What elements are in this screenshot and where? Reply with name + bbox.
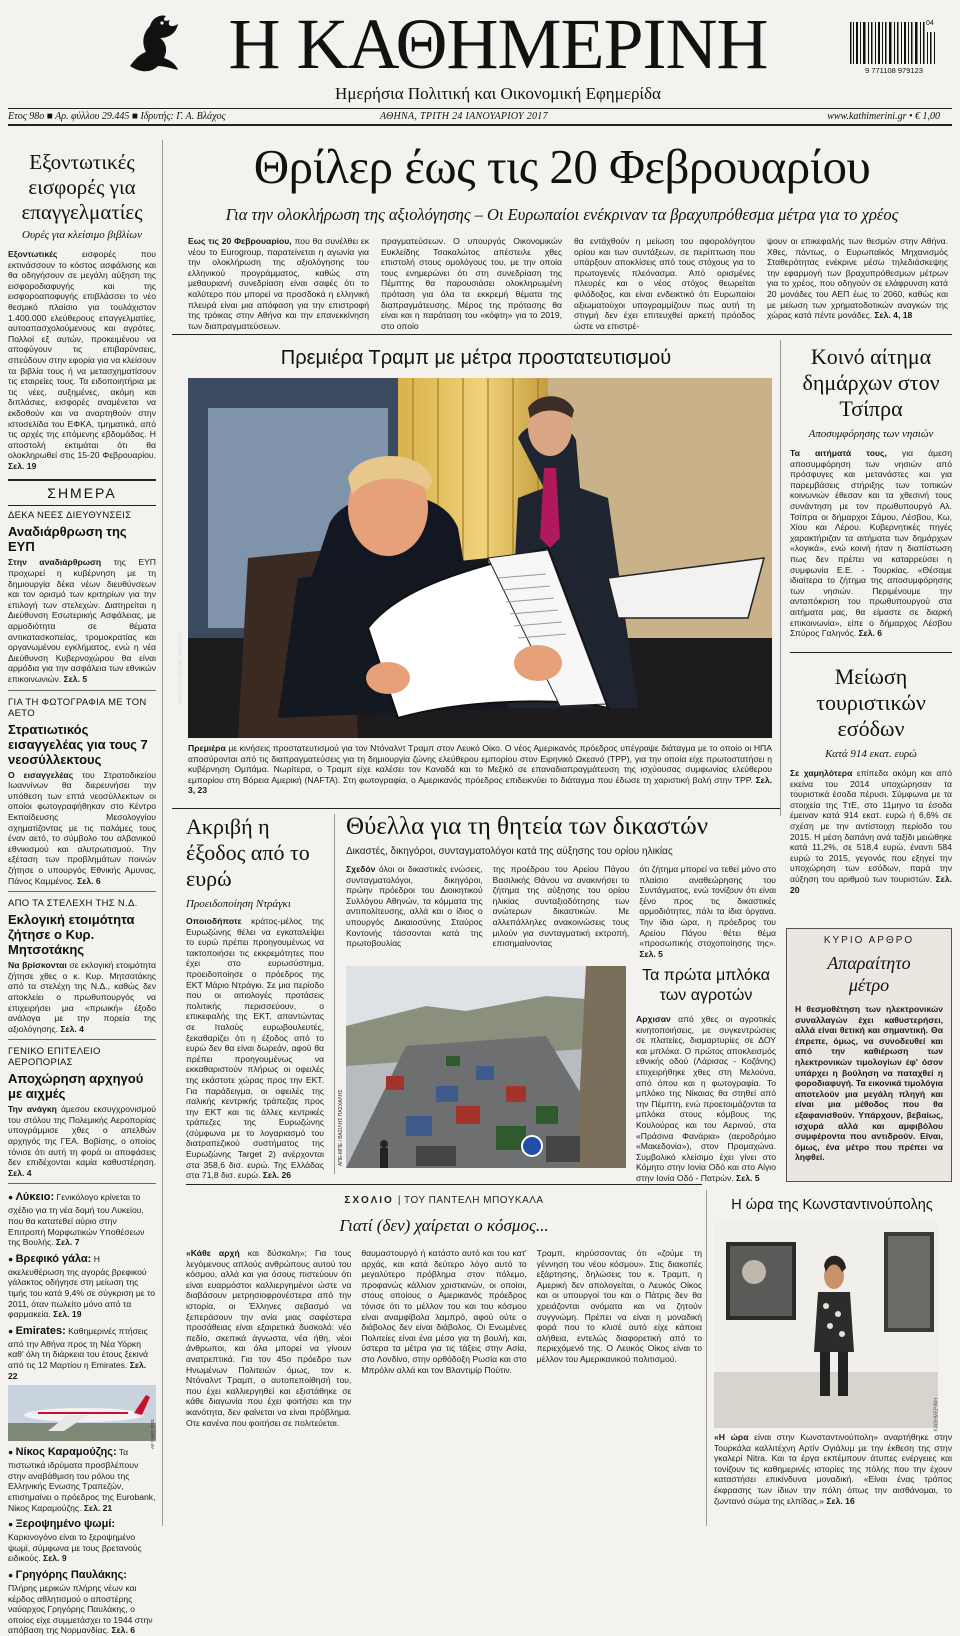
column-col-2: θαυμαστουργό ή κατάστο αυτό και του κατ' αρχάς, και κατά δεύτερο λόγο αυτό το μεγαλύτερο πρόβλημα στον πόλεμο, προφανώς κάλλιον χριστιανών, οι οποίοι, στους οποίους ο Αμερικανός πρόεδρος τόνισε ότι το μέλλον του και του κόσμου είναι αναμφίβολα λαμπρό, αφού ούτε ο διάβολος δεν είναι διάβολος. Οι Ενωμένες Πολιτείες είναι ένα μέσο για τη βουλή, και, ύστερα τα μέτρα για τις τάξεις στην Ασία, στο Λονδίνο, στην ορθόδοξη Ρωσία και στο Μπρόλιν αλλά και τον Βλαντιμίρ Πούτιν.: [361, 1248, 527, 1375]
trump-photo: [178, 378, 772, 738]
price-label: € 1,00: [915, 111, 940, 122]
bullet-icon: ●: [8, 1519, 16, 1530]
issue-info: Ετος 98ο ■ Αρ. φύλλου 29.445 ■ Ιδρυτής: Γ. Α. Βλάχος: [8, 111, 226, 122]
simera-item-headline[interactable]: Αποχώρηση αρχηγού με αιχμές: [8, 1071, 144, 1102]
simera-item: [8, 510, 156, 690]
left-column: [8, 130, 157, 1636]
judges-subhead: Δικαστές, δικηγόροι, συνταγματολόγοι κατά της αύξησης του ορίου ηλικίας: [346, 846, 673, 857]
editorial-body: Η θεσμοθέτηση των ηλεκτρονικών συναλλαγών έχει καθυστερήσει, αλλά είναι θετική και σημαντική. Θα έπρεπε, όμως, να συνοδευθεί και από την καθιέρωση των ηλεκτρονικών τιμολογίων έφ' όσον υπάρχει η βούληση να παταχθεί η φοροδιαφυγή. Τα εικονικά τιμολόγια αποτελούν μια μεγάλη πληγή και είναι μια μέθοδος που θα εξαφανισθούν. Υπάρχουν, βεβαίως, ισχυρά αλλά και αμφιβόλου συμφέροντα που αντιδρούν. Είναι, όμως, ένα μέτρο που πρέπει να ληφθεί.: [795, 1004, 943, 1163]
tourism-story: [790, 664, 952, 895]
tourism-body: Σε χαμηλότερα επίπεδα ακόμη και από εκείνα του 2014 υποχώρησαν τα τουριστικά έσοδα πέρυσι. Σύμφωνα με τα στοιχεία της ΤτΕ, στο 11μηνο τα έσοδα έμειναν κατά 914 εκατ. ευρώ ή 6,6% σε σχέση με την αντίστοιχη περίοδο του 2015. Η μέση δαπάνη ανά ταξίδι μειώθηκε κατά 11,2%, σε 518,4 ευρώ, έναντι 584 ευρώ το 2015, γεγονός που εξηγεί την υποχώρηση των εσόδων, παρά την αύξηση του αριθμού των τουριστών. Σελ. 20: [790, 768, 952, 895]
simera-item-body: Στην αναδιάρθρωση της ΕΥΠ προχωρεί η κυβέρνηση με τη δημιουργία δέκα νέων διευθύνσεων και τον ορισμό των κριτηρίων για την επιλογή των στελεχών. Διατηρείται η Διεύθυνση Εσωτερικής Ασφάλειας, με αρμοδιότητα σε θέματα αντικατασκοπείας, τρομοκρατίας και οργανωμένου εγκλήματος, ενώ η νέα Διεύθυνση Κυβερνοχώρου θα είναι αρμόδια για την ασφάλεια των εθνικών επικοινωνιών. Σελ. 5: [8, 557, 157, 684]
constantinople-photo-credit: ΚΑΘΗΜΕΡΙΝΗ: [934, 1398, 940, 1432]
trump-headline[interactable]: Πρεμιέρα Τραμπ με μέτρα προστατευτισμού: [280, 347, 672, 369]
left-story-body: Εξοντωτικές εισφορές που εκτινάσσουν το κόστος ασφάλισης και θα οδηγήσουν σε μεγάλη αύξηση της εισφοροδιαφυγής και της εισφοροαποφυγής επιβλάσσει το νέο θεσμικό πλαίσιο για τουλάχιστον 1.400.000 ελεύθερους επαγγελματίες, αυτοαπασχολούμενους και αγρότες. Πολλοί εξ αυτών, προκειμένου να αποφύγουν τις επιβαρύνσεις, σπεύδουν στην εφορία για να κλείσουν τα βιβλία τους ή να μετασχηματίσουν τις εταιρείες τους. Τα ειδοποιητήρια με τις νέες, αυξημένες, ακόμη και διπλάσιες, εισφορές αναμένεται να εκδοθούν και να αναρτηθούν στην ιστοσελίδα του ΕΦΚΑ, τμηματικά, από τις αρχές της επόμενης εβδομάδας. Η αποστολή εκτιμάται ότι θα ολοκληρωθεί στις 15-20 Φεβρουαρίου. Σελ. 19: [8, 249, 156, 471]
simera-item-kicker: ΓΙΑ ΤΗ ΦΩΤΟΓΡΑΦΙΑ ΜΕ ΤΟΝ ΑΕΤΟ: [8, 696, 147, 719]
simera-bullet: ● Ξεροψημένο ψωμί: Καρκινογόνο είναι το ξεροψημένο ψωμί, σύμφωνα με τους βρετανούς ειδικούς. Σελ. 9: [8, 1518, 142, 1564]
column-title[interactable]: Γιατί (δεν) χαίρεται ο κόσμος...: [339, 1216, 549, 1235]
simera-item: [8, 898, 156, 1040]
mayors-story: [790, 344, 952, 639]
editorial-title[interactable]: Απαραίτητο μέτρο: [827, 953, 911, 995]
issue-number: Αρ. φύλλου 29.445: [55, 111, 130, 122]
left-story-subhead: Ουρές για κλείσιμο βιβλίων: [22, 229, 142, 241]
simera-bullet: ● Λύκειο: Γενικόλογο κρίνεται το σχέδιο για τη νέα δομή του Λυκείου, που θα κατατεθεί αύριο στην Επιτροπή Μορφωτικών Υποθέσεων της Βουλής. Σελ. 7: [8, 1191, 145, 1248]
lead-col-1: Εως τις 20 Φεβρουαρίου, που θα συνέλθει εκ νέου το Eurogroup, παρατείνεται η αγωνία για την ολοκλήρωση της αξιολόγησης του ελληνικού προγράμματος, καθώς στη μεθαυριανή συνεδρίαση είναι σαφές ότι το καλύτερο που μπορεί να προσδοκά η ελληνική πλευρά είναι μια απόφαση για την επιστροφή της τρόικας στην Αθήνα και την επανεκκίνηση των διαπραγματεύσεων.: [188, 236, 369, 331]
editorial-box: [786, 928, 952, 1182]
farmers-photo: [338, 966, 626, 1168]
judges-col-3: ότι ζήτημα μπορεί να τεθεί μόνο στο πλαίσιο αναθεώρησης του Συντάγματος, ενώ τονίζουν ότι είναι ξένο προς τις δικαστικές αρμοδιότητες, πάλι τα ίδια όργανα. Την ίδια ώρα, η πρόεδρος του Αρείου Πάγου θέτει θέμα «προσωπικής στοχοποίησης της». Σελ. 5: [639, 864, 776, 959]
constantinople-headline[interactable]: Η ώρα της Κωνσταντινούπολης: [731, 1197, 933, 1213]
griffin-logo-icon: [122, 8, 188, 78]
lead-subhead: Για την ολοκλήρωση της αξιολόγησης – Οι Ευρωπαίοι ενέκριναν τα βραχυπρόθεσμα μέτρα για το χρέος: [225, 205, 899, 224]
mayors-body: Τα αιτήματά τους, για άμεση αποσυμφόρηση των νησιών από πρόσφυγες και μετανάστες και για παρεμβάσεις στήριξης των τοπικών κοινωνιών έθεσαν και τα χθεσινή τους συνάντηση με τον πρωθυπουργό Αλ. Τσίπρα οι δήμαρχοι Σάμου, Λέσβου, Κω, Χίου και Λέρου. Κυβερνητικές πηγές χαρακτήριζαν τα αιτήματα των δημάρχων «λογικά», ενώ κοινή ήταν η διαπίστωση πως δεν πρέπει να καταρρεύσει η συμφωνία Ε.Ε. - Τουρκίας. «Θέσαμε ιδιαίτερα το ζήτημα της αποσυμφόρησης των νησιών. Περιμένουμε την ανταπόκριση του πρωθυπουργού στα αιτήματα μας, θα είμαστε σε διαρκή επικοινωνία», είπε ο δήμαρχος Λέσβου Σπύρος Γαληνός. Σελ. 6: [790, 448, 952, 639]
column-author: ΤΟΥ ΠΑΝΤΕΛΗ ΜΠΟΥΚΑΛΑ: [404, 1195, 544, 1206]
simera-item-kicker: ΓΕΝΙΚΟ ΕΠΙΤΕΛΕΙΟ ΑΕΡΟΠΟΡΙΑΣ: [8, 1046, 101, 1069]
trump-photo-credit: REUTERS / KEVIN LAMARQUE: [178, 631, 184, 704]
website-price: www.kathimerini.gr • € 1,00: [827, 111, 940, 122]
euro-body: Οποιοδήποτε κράτος-μέλος της Ευρωζώνης θέλει να εγκαταλείψει το ευρώ πρέπει προηγουμένως να τακτοποιήσει τις εκκρεμότητες που έχει στο ευρωσύστημα, προειδοποίησε ο πρόεδρος της ΕΚΤ Μάριο Ντράγκι. Σε μια περίοδο που οι αιτιολογές προτάσεις πολιτικής περισσεύουν, ο επικεφαλής της ΕΚΤ, απαντώντας σε Ιταλούς ευρωβουλευτές, ξεκαθαρίζει ότι η έξοδος από το ευρώ δεν θα είναι δωρεάν, αφού θα πρέπει προηγουμένως να εκκαθαριστούν πλήρως οι οφειλές της εκάστοτε χώρας προς την ΕΚΤ. Για παράδειγμα, οι οφειλές της ιταλικής κεντρικής τράπεζας προς την ΕΚΤ και τις άλλες κεντρικές τράπεζες της Ευρωζώνης (σύμφωνα με το λογαριασμό του διατραπεζικού συστήματος της Ευρωζώνης Target 2) ανέρχονται στα 358,6 δισ. ευρώ. Της Ελλάδας στα 71,8 δισ. ευρώ. Σελ. 26: [186, 916, 324, 1181]
editorial-label: ΚΥΡΙΟ ΑΡΘΡΟ: [823, 935, 915, 946]
tourism-headline[interactable]: Μείωση τουριστικών εσόδων: [816, 664, 926, 741]
column-col-1: «Κάθε αρχή και δύσκολη»; Για τους λεγόμενους απλούς ανθρώπους αυτού του κόσμου, αλλά και για όσους πιστεύουν ότι είναι ευαρμόστοι καλλιεργημένοι ώστε να διαβάσουν μετρησιοφρονέστερα από την ιστορία, οι Έλληνες σεβασμό να ξεπεράσουν την ανία μιας σαφέστερα προσάθειας είναι εξαιρετικά δυσκολό: νέο πεδίο, σκεπικά άγνωστα, νέα ήθη, νέοι άνθρωποι, και όλα μπορεί να γίνουν ανατρεπτικά. Για τον 45ο πρόεδρο των Ηνωμένων Πολιτειών όμως, τον κ. Ντόναλντ Τραμπ, ο αυτοπεποίθησή του, που έχει καλλιεργηθεί και εξιστάθηκε σε κάθε διαγωνία που έχει φοιτήσει και την ικανότητα, δεν φαίνεται να είναι πρόβλημα. Οτε κανένα που φοιτήσει σε πολιτεύεται.: [186, 1248, 352, 1428]
simera-item: [8, 1046, 156, 1184]
column-body: [186, 1248, 702, 1428]
dateline: ΑΘΗΝΑ, ΤΡΙΤΗ 24 ΙΑΝΟΥΑΡΙΟΥ 2017: [380, 111, 548, 122]
simera-item-headline[interactable]: Στρατιωτικός εισαγγελέας για τους 7 νεοσύλλεκτους: [8, 721, 148, 767]
trump-caption: Πρεμιέρα με κινήσεις προστατευτισμού για τον Ντόναλντ Τραμπ στον Λευκό Οίκο. Ο νέος Αμερικανός πρόεδρος υπέγραψε διάταγμα με το οποίο οι ΗΠΑ αποσύρονται από τις διαπραγματεύσεις για τη δημιουργία ζώνης ελεύθερου εμπορίου στον Ειρηνικό Ωκεανό (TPP), για την οποία είχε πρωτοστατήσει η κυβέρνηση Ομπάμα. Νωρίτερα, ο Τραμπ είχε καλέσει τον Καναδά και το Μεξικό σε επαναδιαπραγμάτευση της ισχύουσας συμφωνίας ελεύθερου εμπορίου στη Βόρεια Αμερική (NAFTA). Στη φωτογραφία, ο Αμερικανός πρόεδρος επιδεικνύει το διάταγμα που έδωσε τη χαριστική βολή στην TPP. Σελ. 3, 23: [188, 743, 772, 796]
simera-item-body: Την ανάγκη άμεσου εκσυγχρονισμού του στόλου της Πολεμικής Αεροπορίας υπογράμμισε χθες ο απελθών αρχηγός της ΓΕΑ. Βοβίσης, ο οποίος τόνισε ότι αυτή τη φορά οι αποφάσεις δεν επιδέχονται καμία καθυστέρηση. Σελ. 4: [8, 1104, 156, 1178]
column-col-3: Τραμπ, κηρύσσοντας ότι «ζούμε τη γέννηση του νέου κόσμου». Στις διακοπές εξάρτησης, δηλώσεις του κ. Τραμπ, η Αμερική δεν απολογείται, ο Λευκός Οίκος και οι υπουργοί του και ο Πάτρις δεν θα χρειάζονται ονόματα και να ζητούν συγγνώμη. Πρέπει να είναι η μοναδική φορά που το κλισέ αυτό είχε κάποια αλήθεια, εντελώς διαφορετική από το περιεχόμενό της. Ο Λευκός Οίκος είναι το μέλλον του Αμερικανικού πολιτισμού.: [536, 1248, 702, 1364]
judges-body: [346, 864, 776, 959]
lead-col-2: πραγματεύσεων. Ο υπουργός Οικονομικών Ευκλείδης Τσακαλώτος απέστειλε χθες επιστολή στους ομολόγους του, με την οποία τους ενημερώνει ότι στη συνεδρίαση της Πέμπτης θα παρουσιάσει ολοκληρωμένη πρόταση για όλα τα εκκρεμή θέματα της διαπραγμάτευσης. Μέρος της πρότασης θα είναι και η παράταση του «κόφτη» για το 2019, στο οποίο: [381, 236, 562, 331]
farmers-photo-credit: ΑΠΕ-ΜΠΕ / ΒΑΣΙΛΗΣ ΠΑΣΧΑΛΗΣ: [338, 1089, 344, 1166]
euro-headline[interactable]: Ακριβή η έξοδος από το ευρώ: [186, 814, 310, 891]
lead-headline[interactable]: Θρίλερ έως τις 20 Φεβρουαρίου: [253, 139, 871, 194]
column-header: ΣΧΟΛΙΟ | ΤΟΥ ΠΑΝΤΕΛΗ ΜΠΟΥΚΑΛΑ: [344, 1195, 544, 1206]
judges-col-2: της προέδρου του Αρείου Πάγου Βασιλικής Θάνου να ανακινήσει το ζήτημα της αύξησης του ορίου ηλικίας συνταξιοδότησης των ανώτερων δικαστικών. Με αλλεπάλληλες ανακοινώσεις τους μιλούν για συνταγματική εκτροπή, επισημαίνοντας: [492, 864, 630, 949]
constantinople-photo: [714, 1222, 940, 1432]
newspaper-title: Η ΚΑΘΗΜΕΡΙΝΗ: [228, 4, 768, 84]
founder-label: Ιδρυτής: Γ. Α. Βλάχος: [140, 111, 226, 122]
simera-bullet: ● Βρεφικό γάλα: Η ακελευθέρωση της αγοράς βρεφικού γάλακτος οδήγησε στη μείωση της τιμής του κατά 9,4% σε σύγκριση με το 2011, όταν πωλείτο μόνο από τα φαρμακεία. Σελ. 19: [8, 1252, 156, 1320]
simera-item-body: Ο εισαγγελέας του Στρατοδικείου Ιωαννίνων θα διερευνήσει την υπόθεση των επτά νεοσύλλεκτων οι οποίοι φωτογραφήθηκαν στο Κέντρο Εκπαίδευσης Μεσολογγίου σχηματίζοντας με τις παλάμες τους έναν αετό, το σύμβολο του αλβανικού εθνικισμού και αλυτρωτισμού. Την εξέταση των προβλημάτων ποινών ζήτησε ο υπουργός Εθνικής Αμυνας, Πάνος Καμμένος. Σελ. 6: [8, 769, 156, 886]
barcode-issue: 04: [926, 20, 934, 27]
simera-item-kicker: ΔΕΚΑ ΝΕΕΣ ΔΙΕΥΘΥΝΣΕΙΣ: [8, 510, 132, 522]
farmers-headline[interactable]: Τα πρώτα μπλόκα των αγροτών: [642, 967, 770, 1004]
left-story-headline[interactable]: Εξοντωτικές εισφορές για επαγγελματίες: [21, 150, 143, 224]
euro-story: [186, 814, 324, 1181]
simera-item-kicker: ΑΠΟ ΤΑ ΣΤΕΛΕΧΗ ΤΗΣ Ν.Δ.: [8, 898, 138, 910]
farmers-story: [636, 966, 776, 1184]
simera-bullet: ● Emirates: Καθημερινές πτήσεις από την Αθήνα προς τη Νέα Υόρκη καθ' όλη τη διάρκεια του έτους ξεκινά από τις 12 Μαρτίου η Emirates. Σελ. 22: [8, 1324, 148, 1381]
plane-photo: [8, 1385, 156, 1450]
simera-bullets: [8, 1190, 156, 1635]
farmers-body: Αρχισαν από χθες οι αγροτικές κινητοποιήσεις, με συγκεντρώσεις σε πλατείες, διαμαρτυρίες σε ΔΟΥ και μπλόκα. Ο πρώτος αποκλεισμός εθνικής οδού (Λάρισας - Κοζάνης) επιχειρήθηκε χθες στη Μελούνα, από όπου και η φωτογραφία. Το μπλόκο της Νίκαιας θα στηθεί από την Πέμπτη, ενώ προετοιμάζονται τα μπλόκα στους κόμβους της Κουλούρας και του Αερινού, στα «Πράσινα Φανάρια» (αεροδρόμιο «Μακεδονία»), στον Προμαχώνα. Συμβολικό κλείσιμο έχει γίνει στο Κόμητο στην Ιονία Οδό και στο Αίγιο στην Ιονία Οδό - Πατρών. Σελ. 5: [636, 1014, 776, 1183]
lead-body: [188, 236, 948, 331]
simera-title: ΣΗΜΕΡΑ: [47, 485, 117, 502]
year-label: Ετος 98ο: [8, 111, 45, 122]
bullet-icon: ●: [8, 1325, 16, 1336]
website-link[interactable]: www.kathimerini.gr: [827, 111, 907, 122]
lead-col-3: θα εντάχθούν η μείωση του αφορολόγητου ορίου και των συντάξεων, σε περίπτωση που υπάρξουν αποκλίσεις από τους στόχους για το πρωτογενές πλεόνασμα. Από ορισμένες πλευρές και ο νέος στόχος θεωρείται φιλόδοξος, και είναι ενδεικτικό ότι Ευρωπαίοι αξιωματούχοι υπογραμμίζουν πως αυτή τη στιγμή δεν έχει επιτευχθεί αρκετή πρόοδος ώστε να επιστρέ-: [574, 236, 755, 331]
bullet-icon: ●: [8, 1569, 16, 1580]
simera-item: [8, 697, 156, 893]
masthead: [0, 0, 960, 122]
mayors-subhead: Αποσυμφόρησης των νησιών: [808, 428, 934, 440]
barcode-number: 9 771108 979123: [865, 66, 923, 75]
judges-col-1: Σχεδόν όλοι οι δικαστικές ενώσεις, συνταγματολόγοι, δικηγόροι, πρώην πρόεδροι του Διοικητικού Συλλόγου Αθηνών, τα κόμματα της αντιπολίτευσης, αλλά και ο ίδιος ο υπουργός Δικαιοσύνης Σταύρος Κοντονής τάσσονται κατά της πρωτοβουλίας: [346, 864, 483, 949]
judges-headline[interactable]: Θύελλα για τη θητεία των δικαστών: [346, 813, 708, 840]
plane-photo-credit: AP / ΑΕΟ ΤΡΙΣ: [150, 1419, 155, 1450]
simera-item-body: Να βρίσκονται σε εκλογική ετοιμότητα ζήτησε χθες ο κ. Κυρ. Μητσοτάκης από τα στελέχη της Ν.Δ., καθώς δεν αποκλείει ο πρωθυπουργός να επιχειρήσει μια «πρωική» έξοδο ανάλογα με την πορεία της αξιολόγησης. Σελ. 4: [8, 960, 156, 1034]
simera-item-headline[interactable]: Εκλογική ετοιμότητα ζήτησε ο Κυρ. Μητσοτάκης: [8, 912, 135, 958]
mayors-headline[interactable]: Κοινό αίτημα δημάρχων στον Τσίπρα: [802, 344, 940, 421]
tourism-subhead: Κατά 914 εκατ. ευρώ: [825, 748, 917, 760]
simera-bullet: ● Νίκος Καραμούζης: Τα πιστωτικά ιδρύματα προσβλέπουν στην αναβάθμιση του ρόλου της Ελληνικής Ενωσης Τραπεζών, επισημαίνει ο πρόεδρος της Eurobank, Νίκος Καραμούζης. Σελ. 21: [8, 1446, 156, 1513]
simera-item-headline[interactable]: Αναδιάρθρωση της ΕΥΠ: [8, 524, 127, 555]
lead-col-4: ψουν οι επικεφαλής των θεσμών στην Αθήνα. Χθες, πάντως, ο Ευρωπαϊκός Μηχανισμός Σταθερότητας ενέκρινε μέσω τηλεδιάσκεψης την εφαρμογή των βραχυπρόθεσμων μέτρων για το χρέος, που οδηγούν σε ελάφρυνση κατά 20 μονάδες του ΑΕΠ έως το 2060, καθώς και με μείωση των χρηματοδοτικών αναγκών της χώρας κατά πέντε μονάδες. Σελ. 4, 18: [767, 236, 948, 321]
column-label: ΣΧΟΛΙΟ: [344, 1195, 394, 1206]
bullet-icon: ●: [8, 1253, 16, 1264]
constantinople-caption: «Η ώρα είναι στην Κωνσταντινούπολη» αναρτήθηκε στην Τουρκάλα καλλιτέχνη Αρτίν Ογιάλυμ με την έκθεση της στην γκαλερί Nitra. Και τα έργα εκπέμπουν άτυπες ενέργειες και τονίζουν τις καθημερινές ιστορίες της πόλης που την έχουν καταστήσει επικίνδυνα μοναδική. «Είναι ένας τρόπος έκφρασης των ίδιων την πόλη όπως την αισθάνομαι, το ζωντανό σώμα της ελπίδας.» Σελ. 16: [714, 1432, 952, 1506]
simera-list: [8, 510, 156, 1184]
bullet-icon: ●: [8, 1447, 16, 1458]
newspaper-subtitle: Ημερήσια Πολιτική και Οικονομική Εφημερίδα: [335, 84, 661, 103]
euro-subhead: Προειδοποίηση Ντράγκι: [186, 898, 291, 910]
simera-bullet: ● Γρηγόρης Παυλάκης: Πλήρης μερικών πλήρης νέων και κέρδος αθλητισμού ο αποστέρης ναύαρχος Γρηγόρης Παυλάκης, ο οποίος είχε συμμετάσχει το 1944 στην απόβαση της Νορμανδίας. Σελ. 6: [8, 1568, 153, 1636]
bullet-icon: ●: [8, 1192, 16, 1203]
